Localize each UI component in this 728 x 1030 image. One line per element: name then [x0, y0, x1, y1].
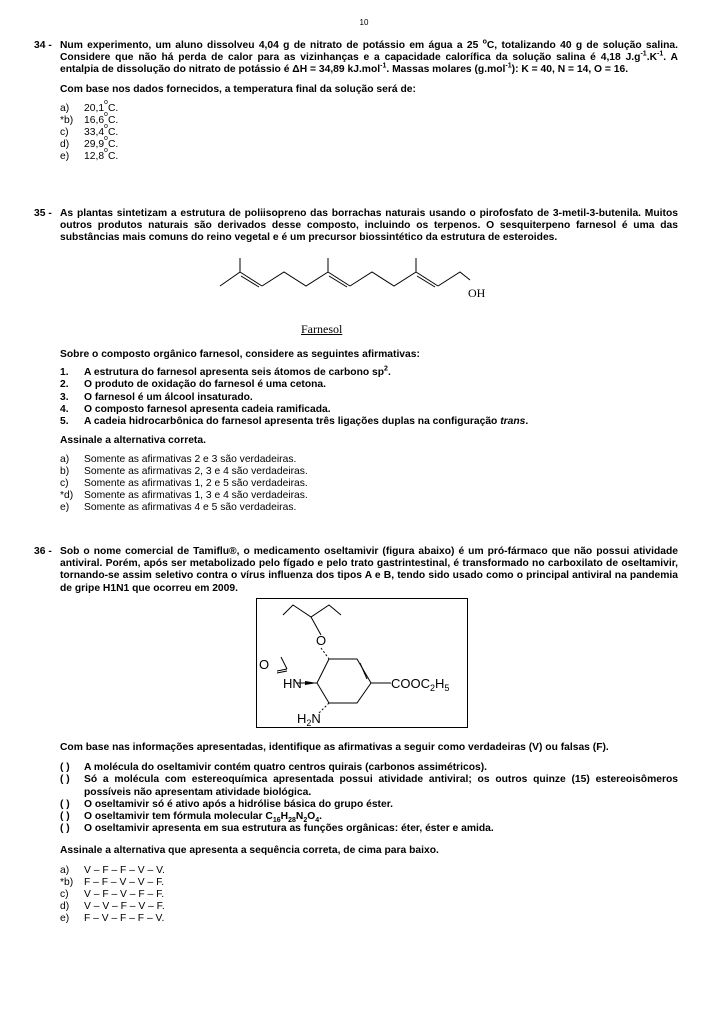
question-text: Sob o nome comercial de Tamiflu®, o medicamento oseltamivir (figura abaixo) é um pró-fármaco que não possui atividade antiviral. Porém, após ser metabolizado pelo fígado e pelo trato gastrintestinal, é transformado no carboxilato de oseltamivir, tornando-se assim seletivo contra o vírus influenza dos tipos A e B, tendo sido usado como o principal antiviral na pandemia de gripe H1N1 que ocorreu em 2009. [60, 546, 678, 594]
option-text: Somente as afirmativas 2, 3 e 4 são verdadeiras. [84, 466, 308, 478]
statement-text: . [525, 416, 529, 428]
statement-text: . [387, 367, 391, 379]
option-e[interactable] [60, 913, 678, 925]
tf-statement [60, 762, 678, 774]
page-number: 10 [359, 18, 369, 27]
question-number: 35 - [34, 208, 52, 219]
option-e[interactable] [60, 146, 678, 163]
amide-oxygen-label: O [259, 657, 270, 672]
option-letter: e) [60, 502, 70, 514]
hydroxyl-label: OH [468, 286, 486, 300]
statement-text: O oseltamivir apresenta em sua estrutura as funções orgânicas: éter, éster e amida. [84, 823, 494, 835]
option-text: Somente as afirmativas 1, 2 e 5 são verdadeiras. [84, 478, 308, 490]
statement-number: 3. [60, 391, 69, 403]
statement-text: O farnesol é um álcool insaturado. [84, 391, 253, 403]
option-letter: c) [60, 888, 69, 900]
question-prompt: Assinale a alternativa correta. [60, 435, 206, 447]
answer-box[interactable]: ( ) [60, 811, 70, 823]
subscript: 2 [303, 817, 308, 825]
statement [60, 379, 678, 391]
subscript: 4 [315, 817, 320, 825]
oseltamivir-figure [256, 598, 468, 728]
tf-statement [60, 774, 678, 798]
degree-mark: o [104, 98, 108, 106]
statement-text: O oseltamivir tem fórmula molecular C [84, 811, 273, 823]
statement-text: O produto de oxidação do farnesol é uma cetona. [84, 379, 327, 391]
figure-caption: Farnesol [301, 322, 343, 336]
option-c[interactable] [60, 478, 678, 490]
option-unit: C. [107, 138, 119, 150]
option-letter: *b) [60, 876, 74, 888]
amine-text: H [297, 711, 307, 726]
text-segment: Num experimento, um aluno dissolveu 4,04 g de nitrato de potássio em água a 25 [60, 40, 483, 51]
superscript: 2 [384, 365, 388, 373]
option-a[interactable] [60, 865, 678, 877]
statement [60, 404, 678, 416]
statement-text: A molécula do oseltamivir contém quatro centros quirais (carbonos assimétricos). [84, 762, 488, 774]
option-d[interactable] [60, 490, 678, 502]
statement-text: N [295, 811, 304, 823]
ester-text: H [435, 676, 445, 691]
answer-box[interactable]: ( ) [60, 774, 70, 786]
option-text: Somente as afirmativas 1, 3 e 4 são verdadeiras. [84, 490, 308, 502]
option-b[interactable] [60, 877, 678, 889]
subscript: 2 [430, 683, 436, 693]
option-text: V – V – F – V – F. [84, 900, 165, 912]
superscript: -1 [640, 50, 647, 58]
option-b[interactable] [60, 110, 678, 127]
option-letter: a) [60, 102, 70, 114]
text-segment: . Massas molares (g.mol [386, 64, 506, 76]
tf-statement [60, 823, 678, 835]
degree-mark: o [104, 122, 108, 130]
option-letter: c) [60, 478, 69, 490]
option-e[interactable] [60, 502, 678, 514]
statement-text: O [307, 811, 316, 823]
amide-nitrogen-label: HN [283, 676, 302, 691]
answer-box[interactable]: ( ) [60, 798, 70, 810]
statement-italic: trans [500, 416, 526, 428]
option-letter: *d) [60, 490, 74, 502]
question-35-part2 [34, 349, 678, 514]
option-text: F – V – F – F – V. [84, 912, 165, 924]
option-d[interactable] [60, 901, 678, 913]
subscript: 2 [306, 718, 312, 727]
answer-box[interactable]: ( ) [60, 762, 70, 774]
subscript: 16 [272, 817, 281, 825]
option-letter: d) [60, 900, 70, 912]
option-value: 12,8 [84, 150, 105, 162]
degree-mark: o [104, 110, 108, 118]
statement-number: 1. [60, 367, 69, 379]
answer-box[interactable]: ( ) [60, 823, 70, 835]
option-unit: C. [107, 150, 119, 162]
question-text: As plantas sintetizam a estrutura de poliisopreno das borrachas naturais usando o pirofosfato de 3-metil-3-butenila. Muitos outros produtos naturais são derivados desse composto, incluindo os terpenos. O sesquiterpeno farnesol é uma das substâncias mais comuns do reino vegetal e é um precursor biossintético da estrutura de esteroides. [60, 208, 678, 244]
amine-group-label [297, 711, 321, 727]
option-letter: d) [60, 138, 70, 150]
text-segment: .K [646, 52, 658, 64]
option-a[interactable] [60, 454, 678, 466]
option-text: F – F – V – V – F. [84, 876, 165, 888]
question-text [60, 40, 678, 77]
option-c[interactable] [60, 889, 678, 901]
statement [60, 392, 678, 404]
question-number: 34 - [34, 40, 52, 51]
question-36-part2 [34, 742, 678, 925]
ether-oxygen-label: O [316, 633, 327, 648]
tf-statement [60, 811, 678, 823]
ester-group-label [391, 676, 449, 693]
statement-text: O composto farnesol apresenta cadeia ramificada. [84, 403, 331, 415]
option-value: 20,1 [84, 102, 105, 114]
option-letter: b) [60, 466, 70, 478]
question-prompt: Sobre o composto orgânico farnesol, considere as seguintes afirmativas: [60, 349, 420, 360]
amine-text: N [311, 711, 321, 726]
superscript: -1 [505, 62, 512, 70]
statement [60, 416, 678, 428]
text-segment: C, totalizando 40 g de solução salina. Considere que não há perda de calor para as vizinhanças e a capacidade calorífica da solução salina é 4,18 J.g [60, 40, 678, 64]
text-segment: . A entalpia de dissolução do nitrato de potássio é ΔH = 34,89 kJ.mol [60, 52, 678, 76]
option-letter: a) [60, 864, 70, 876]
degree-mark: o [104, 134, 108, 142]
ester-text: COOC [391, 676, 430, 691]
option-value: 29,9 [84, 138, 105, 150]
option-letter: a) [60, 454, 70, 466]
oseltamivir-structure [257, 599, 467, 727]
superscript: -1 [657, 50, 664, 58]
degree-mark: o [104, 146, 108, 154]
question-prompt: Com base nas informações apresentadas, identifique as afirmativas a seguir como verdadeiras (V) ou falsas (F). [60, 742, 609, 753]
option-d[interactable] [60, 134, 678, 151]
question-number: 36 - [34, 546, 52, 557]
tf-statement [60, 799, 678, 811]
option-text: Somente as afirmativas 2 e 3 são verdadeiras. [84, 454, 297, 466]
statement-number: 4. [60, 403, 69, 415]
option-text: Somente as afirmativas 4 e 5 são verdadeiras. [84, 502, 297, 514]
statement-text: O oseltamivir só é ativo após a hidrólise básica do grupo éster. [84, 798, 394, 810]
option-value: 16,6 [84, 114, 105, 126]
option-letter: e) [60, 150, 70, 162]
subscript: 28 [288, 817, 296, 825]
statements-list [60, 367, 678, 428]
statement [60, 367, 678, 379]
options-list [60, 865, 678, 925]
option-b[interactable] [60, 466, 678, 478]
statement-number: 5. [60, 416, 69, 428]
option-c[interactable] [60, 122, 678, 139]
option-letter: *b) [60, 114, 74, 126]
options-list [60, 98, 678, 163]
option-unit: C. [107, 102, 119, 114]
option-unit: C. [107, 114, 119, 126]
statements-list [60, 762, 678, 835]
degree-mark: o [482, 38, 487, 46]
option-value: 33,4 [84, 126, 105, 138]
question-prompt: Assinale a alternativa que apresenta a sequência correta, de cima para baixo. [60, 845, 439, 857]
option-text: V – F – F – V – V. [84, 864, 165, 876]
option-letter: c) [60, 126, 69, 138]
option-text: V – F – V – F – F. [84, 888, 165, 900]
wedge-bond [305, 681, 317, 685]
options-list [60, 454, 678, 514]
text-segment: ): K = 40, N = 14, O = 16. [511, 64, 629, 76]
question-prompt: Com base nos dados fornecidos, a temperatura final da solução será de: [60, 83, 416, 95]
statement-text: H [280, 811, 289, 823]
question-34 [34, 40, 678, 163]
statement-text: . [319, 811, 323, 823]
option-letter: e) [60, 912, 70, 924]
question-35 [34, 208, 678, 245]
statement-text: A estrutura do farnesol apresenta seis átomos de carbono sp [84, 367, 385, 379]
option-a[interactable] [60, 98, 678, 115]
subscript: 5 [444, 683, 450, 693]
statement-text: Só a molécula com estereoquímica apresentada possui atividade antiviral; os outros quinze (15) estereoisômeros possíveis não apresentam atividade biológica. [84, 774, 678, 798]
statement-number: 2. [60, 379, 69, 391]
statement-text: A cadeia hidrocarbônica do farnesol apresenta três ligações duplas na configuração [84, 416, 501, 428]
question-36 [34, 546, 678, 595]
option-unit: C. [107, 126, 119, 138]
superscript: -1 [380, 62, 387, 70]
farnesol-structure [210, 256, 510, 306]
